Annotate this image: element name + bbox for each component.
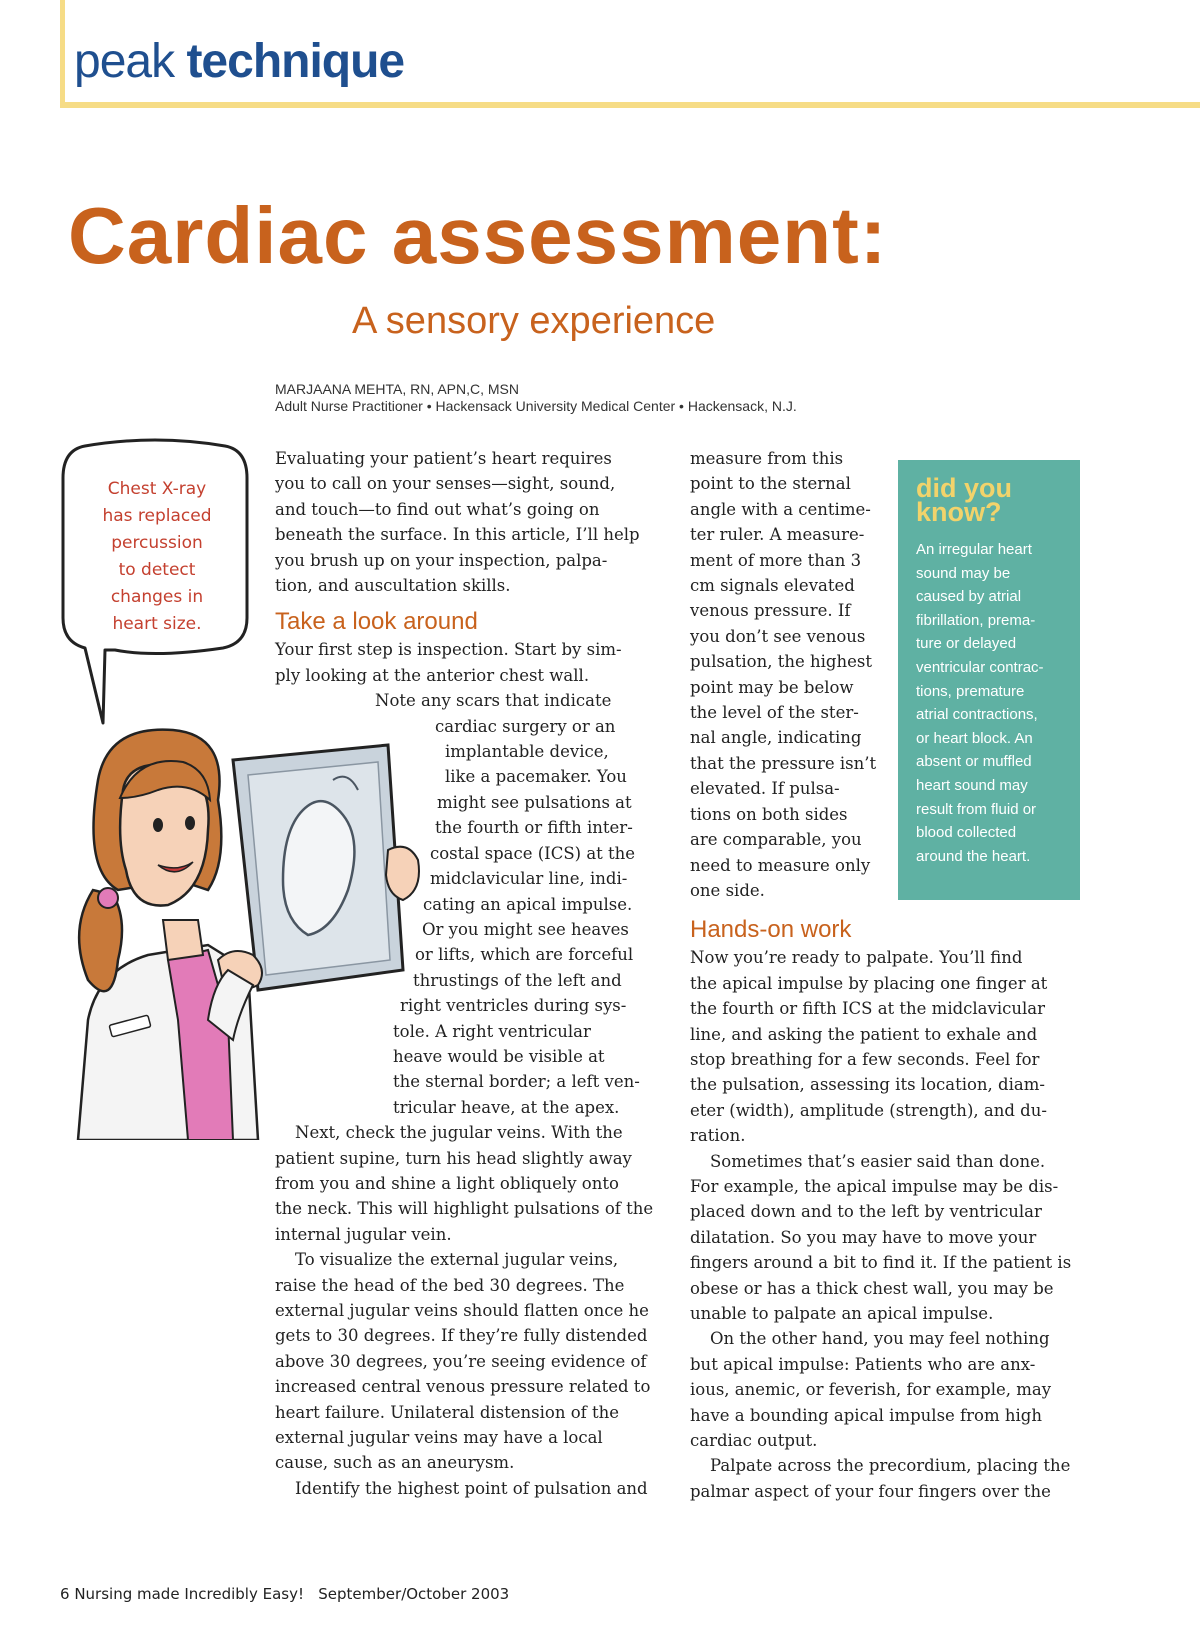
text-line: the fourth or fifth inter- (435, 818, 633, 838)
text-line: internal jugular vein. (275, 1224, 452, 1244)
text-line: one side. (690, 880, 765, 900)
text-line: the sternal border; a left ven- (393, 1072, 640, 1092)
text-line: you brush up on your inspection, palpa- (275, 550, 608, 570)
text-line: On the other hand, you may feel nothing (710, 1329, 1050, 1349)
text-line: placed down and to the left by ventricular (690, 1202, 1042, 1222)
did-you-know-sidebar (898, 460, 1080, 900)
text-line: result from fluid or (916, 800, 1037, 818)
text-line: external jugular veins should flatten once he (275, 1301, 649, 1320)
section-heading-palpation: Hands-on work (690, 916, 852, 944)
author-name: MARJAANA MEHTA, RN, APN,C, MSN (275, 381, 519, 397)
sidebar-body (916, 538, 1062, 868)
text-line: costal space (ICS) at the (430, 843, 636, 863)
text-line: palmar aspect of your four fingers over the (690, 1481, 1051, 1501)
text-line: have a bounding apical impulse from high (690, 1405, 1042, 1425)
text-line: ration. (690, 1126, 746, 1146)
text-line: cardiac surgery or an (435, 716, 616, 736)
paragraph-bounding (690, 1326, 1085, 1453)
text-line: from you and shine a light obliquely onto (275, 1173, 619, 1193)
text-line: ture or delayed (916, 635, 1017, 653)
page-footer (60, 1585, 509, 1603)
text-line: the pulsation, assessing its location, diam- (690, 1075, 1045, 1095)
text-line: point may be below (690, 677, 854, 697)
callout-line: Chest X-ray (107, 479, 207, 499)
text-line: nal angle, indicating (690, 728, 862, 748)
text-line: line, and asking the patient to exhale and (690, 1024, 1038, 1044)
section-header (74, 34, 404, 89)
text-line: and touch—to find out what’s going on (275, 499, 600, 519)
text-line: stop breathing for a few seconds. Feel for (690, 1049, 1040, 1069)
text-line: fingers around a bit to find it. If the patient is (690, 1253, 1072, 1273)
text-line: ply looking at the anterior chest wall. (275, 665, 590, 685)
text-line: An irregular heart (916, 541, 1032, 558)
byline (275, 381, 797, 415)
callout-line: has replaced (102, 506, 212, 526)
text-line: Palpate across the precordium, placing the (710, 1456, 1071, 1476)
sidebar-title (916, 473, 1062, 527)
article-title: Cardiac assessment: (68, 191, 888, 280)
text-line: To visualize the external jugular veins, (295, 1250, 619, 1270)
article-subtitle: A sensory experience (352, 300, 716, 342)
text-line: Sometimes that’s easier said than done. (710, 1151, 1046, 1171)
paragraph-palpate (690, 945, 1085, 1148)
text-line: beneath the surface. In this article, I’ll help (275, 525, 640, 545)
text-line: ious, anemic, or feverish, for example, may (690, 1380, 1052, 1400)
text-line: caused by atrial (916, 588, 1022, 606)
text-line: ment of more than 3 (690, 550, 862, 570)
text-line: Your first step is inspection. Start by sim- (275, 640, 622, 660)
callout-line: heart size. (112, 614, 202, 634)
text-line: Now you’re ready to palpate. You’ll find (690, 948, 1023, 968)
callout-line: changes in (110, 587, 204, 607)
text-line: ventricular contrac- (916, 658, 1044, 676)
text-line: pulsation, the highest (690, 652, 872, 672)
text-line: right ventricles during sys- (400, 996, 627, 1016)
text-line: the fourth or fifth ICS at the midclavicular (690, 999, 1045, 1019)
text-line: heart failure. Unilateral distension of the (275, 1402, 620, 1422)
text-line: tricular heave, at the apex. (393, 1097, 620, 1117)
text-line: the neck. This will highlight pulsations of the (275, 1199, 654, 1219)
paragraph-highest-point (275, 1476, 660, 1501)
text-line: unable to palpate an apical impulse. (690, 1304, 994, 1323)
callout-line: percussion (111, 533, 203, 553)
text-line: measure from this (690, 449, 844, 468)
text-line: you to call on your senses—sight, sound, (275, 474, 616, 494)
text-line: like a pacemaker. You (445, 767, 627, 787)
author-affiliation: Adult Nurse Practitioner • Hackensack University Medical Center • Hackensack, N.J. (275, 398, 797, 414)
text-line: might see pulsations at (437, 792, 632, 812)
text-line: gets to 30 degrees. If they’re fully distended (275, 1326, 648, 1346)
text-line: point to the sternal (690, 474, 851, 494)
text-line: patient supine, turn his head slightly away (275, 1148, 632, 1168)
text-line: external jugular veins may have a local (275, 1428, 603, 1448)
journal-name: Nursing made Incredibly Easy! (74, 1585, 304, 1603)
paragraph-jugular (275, 1120, 660, 1247)
text-line: you don’t see venous (690, 626, 866, 646)
text-line: cause, such as an aneurysm. (275, 1453, 515, 1473)
paragraph-precordium (690, 1453, 1085, 1504)
sidebar-title-line: did you (916, 473, 1012, 503)
text-line: obese or has a thick chest wall, you may be (690, 1278, 1054, 1298)
text-line: sound may be (916, 564, 1011, 582)
text-line: above 30 degrees, you’re seeing evidence of (275, 1351, 647, 1371)
text-line: or heart block. An (916, 729, 1033, 747)
text-line: fibrillation, prema- (916, 611, 1036, 629)
text-line: cating an apical impulse. (423, 894, 633, 914)
text-line: implantable device, (445, 742, 609, 762)
text-line: atrial contractions, (916, 706, 1038, 724)
text-line: Identify the highest point of pulsation and (295, 1478, 648, 1498)
text-line: heave would be visible at (393, 1046, 605, 1066)
text-line: ter ruler. A measure- (690, 525, 865, 545)
text-line: tole. A right ventricular (393, 1021, 591, 1041)
text-line: raise the head of the bed 30 degrees. The (275, 1275, 625, 1295)
text-line: Evaluating your patient’s heart requires (275, 449, 612, 468)
text-line: absent or muffled (916, 753, 1032, 771)
text-line: Next, check the jugular veins. With the (295, 1123, 623, 1143)
text-line: midclavicular line, indi- (430, 869, 628, 889)
text-line: thrustings of the left and (413, 970, 622, 990)
text-line: or lifts, which are forceful (415, 945, 634, 965)
text-line: elevated. If pulsa- (690, 779, 840, 799)
sidebar-title-line: know? (916, 497, 1002, 527)
text-line: For example, the apical impulse may be dis- (690, 1176, 1059, 1196)
paragraph-inspection (275, 637, 660, 688)
section-heading-inspection: Take a look around (275, 608, 478, 636)
text-line: tions, premature (916, 682, 1025, 700)
text-line: tions on both sides (690, 804, 848, 824)
section-header-bold: technique (186, 35, 405, 88)
text-line: dilatation. So you may have to move your (690, 1227, 1037, 1247)
text-line: the level of the ster- (690, 703, 859, 723)
page-number: 6 (60, 1585, 70, 1603)
paragraph-intro (275, 446, 660, 598)
issue-date: September/October 2003 (318, 1585, 510, 1603)
text-line: blood collected (916, 824, 1017, 842)
header-rule-horizontal (60, 102, 1200, 108)
paragraph-external-jugular (275, 1247, 660, 1476)
text-line: cm signals elevated (690, 576, 855, 596)
text-line: heart sound may (916, 776, 1028, 794)
text-line: Note any scars that indicate (375, 691, 612, 711)
text-line: are comparable, you (690, 830, 862, 850)
text-line: need to measure only (690, 855, 871, 875)
text-line: but apical impulse: Patients who are anx- (690, 1354, 1036, 1374)
text-line: eter (width), amplitude (strength), and du- (690, 1100, 1047, 1120)
text-line: tion, and auscultation skills. (275, 576, 511, 596)
callout-text (82, 476, 232, 638)
callout-line: to detect (118, 560, 196, 580)
text-line: around the heart. (916, 847, 1031, 865)
paragraph-inspection-wrapped (275, 688, 660, 1120)
text-line: venous pressure. If (690, 601, 851, 621)
text-column-1 (275, 446, 660, 1501)
paragraph-displaced (690, 1149, 1085, 1327)
section-header-light: peak (74, 35, 175, 88)
text-line: increased central venous pressure related to (275, 1377, 651, 1397)
text-line: that the pressure isn’t (690, 753, 877, 773)
text-line: cardiac output. (690, 1431, 818, 1451)
header-rule-vertical (60, 0, 65, 108)
text-line: Or you might see heaves (422, 919, 629, 939)
text-line: the apical impulse by placing one finger at (690, 973, 1048, 993)
text-line: angle with a centime- (690, 499, 871, 519)
